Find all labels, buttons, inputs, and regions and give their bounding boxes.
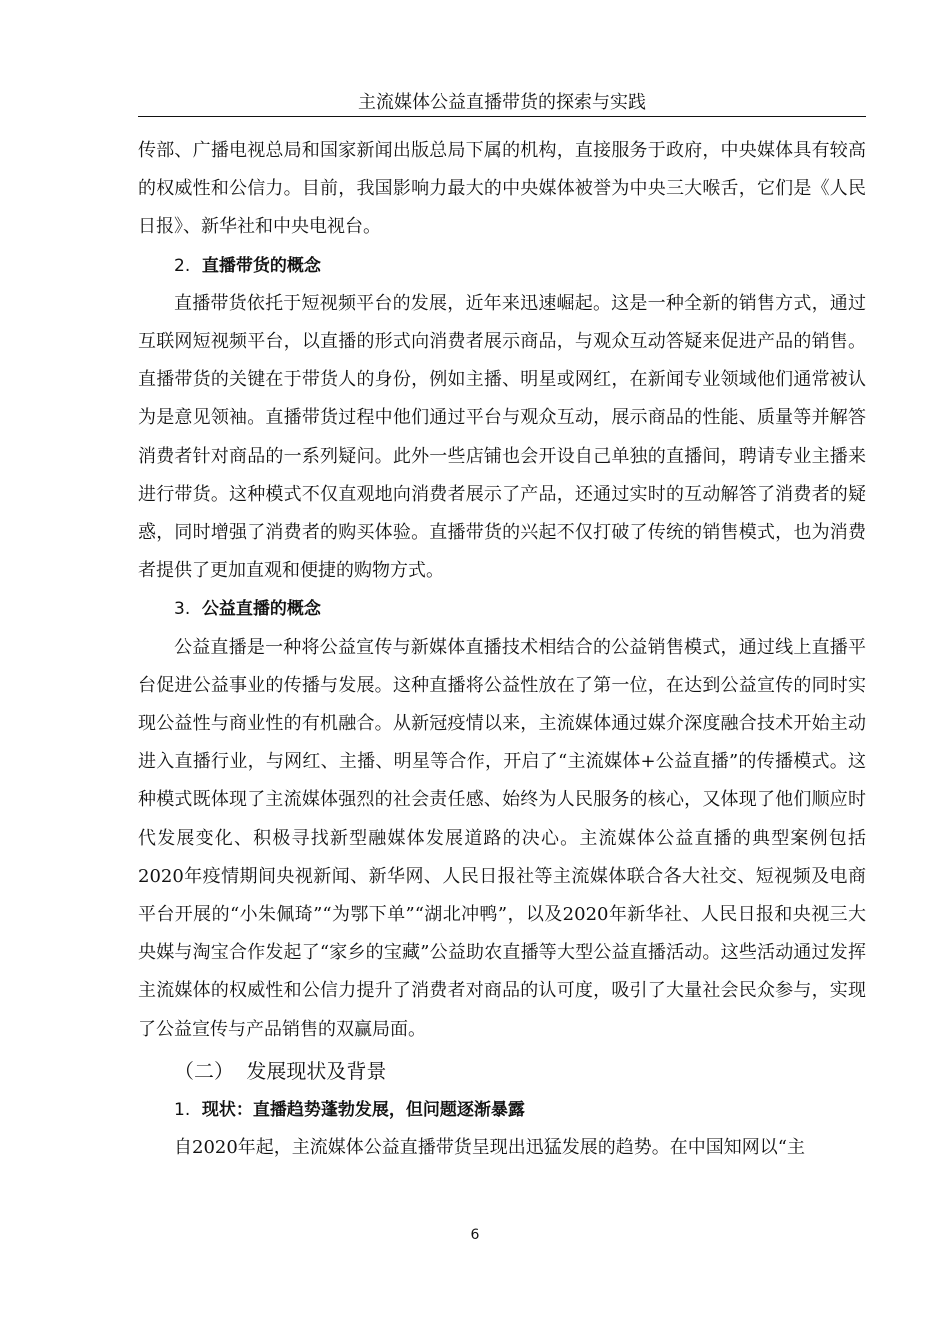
- subheading-title: 公益直播的概念: [201, 599, 321, 620]
- page-number: 6: [470, 1227, 480, 1243]
- subheading-number: 3.: [174, 599, 191, 620]
- paragraph-status-start: 自2020年起，主流媒体公益直播带货呈现出迅猛发展的趋势。在中国知网以“主: [174, 1137, 806, 1159]
- subheading-number: 2.: [174, 255, 191, 276]
- subheading-charity-live-concept: [138, 590, 866, 628]
- subheading-title: 现状：直播趋势蓬勃发展，但问题逐渐暴露: [201, 1099, 525, 1120]
- running-header: 主流媒体公益直播带货的探索与实践: [138, 90, 866, 117]
- subheading-live-commerce-concept: [138, 247, 866, 285]
- subheading-number: 1.: [174, 1099, 191, 1120]
- subheading-current-status: [138, 1091, 866, 1129]
- section-number: （二）: [174, 1058, 234, 1083]
- paragraph-continued: 传部、广播电视总局和国家新闻出版总局下属的机构，直接服务于政府，中央媒体具有较高的权威性和公信力。目前，我国影响力最大的中央媒体被誉为中央三大喉舌，它们是《人民日报》、新华社和中央电视台。: [138, 140, 866, 238]
- subheading-title: 直播带货的概念: [201, 255, 321, 276]
- section-title: 发展现状及背景: [246, 1058, 387, 1083]
- section-heading-development: [138, 1051, 866, 1091]
- paragraph-charity-live: 公益直播是一种将公益宣传与新媒体直播技术相结合的公益销售模式，通过线上直播平台促进公益事业的传播与发展。这种直播将公益性放在了第一位，在达到公益宣传的同时实现公益性与商业性的有机融合。从新冠疫情以来，主流媒体通过媒介深度融合技术开始主动进入直播行业，与网红、主播、明星等合作，开启了“主流媒体+公益直播”的传播模式。这种模式既体现了主流媒体强烈的社会责任感、始终为人民服务的核心，又体现了他们顺应时代发展变化、积极寻找新型融媒体发展道路的决心。主流媒体公益直播的典型案例包括2020年疫情期间央视新闻、新华网、人民日报社等主流媒体联合各大社交、短视频及电商平台开展的“小朱佩琦”“为鄂下单”“湖北冲鸭”，以及2020年新华社、人民日报和央视三大央媒与淘宝合作发起了“家乡的宝藏”公益助农直播等大型公益直播活动。这些活动通过发挥主流媒体的权威性和公信力提升了消费者对商品的认可度，吸引了大量社会民众参与，实现了公益宣传与产品销售的双赢局面。: [138, 636, 866, 1040]
- body-text: [138, 132, 866, 1167]
- paragraph-live-commerce: 直播带货依托于短视频平台的发展，近年来迅速崛起。这是一种全新的销售方式，通过互联网短视频平台，以直播的形式向消费者展示商品，与观众互动答疑来促进产品的销售。直播带货的关键在于带货人的身份，例如主播、明星或网红，在新闻专业领域他们通常被认为是意见领袖。直播带货过程中他们通过平台与观众互动，展示商品的性能、质量等并解答消费者针对商品的一系列疑问。此外一些店铺也会开设自己单独的直播间，聘请专业主播来进行带货。这种模式不仅直观地向消费者展示了产品，还通过实时的互动解答了消费者的疑惑，同时增强了消费者的购买体验。直播带货的兴起不仅打破了传统的销售模式，也为消费者提供了更加直观和便捷的购物方式。: [138, 292, 866, 582]
